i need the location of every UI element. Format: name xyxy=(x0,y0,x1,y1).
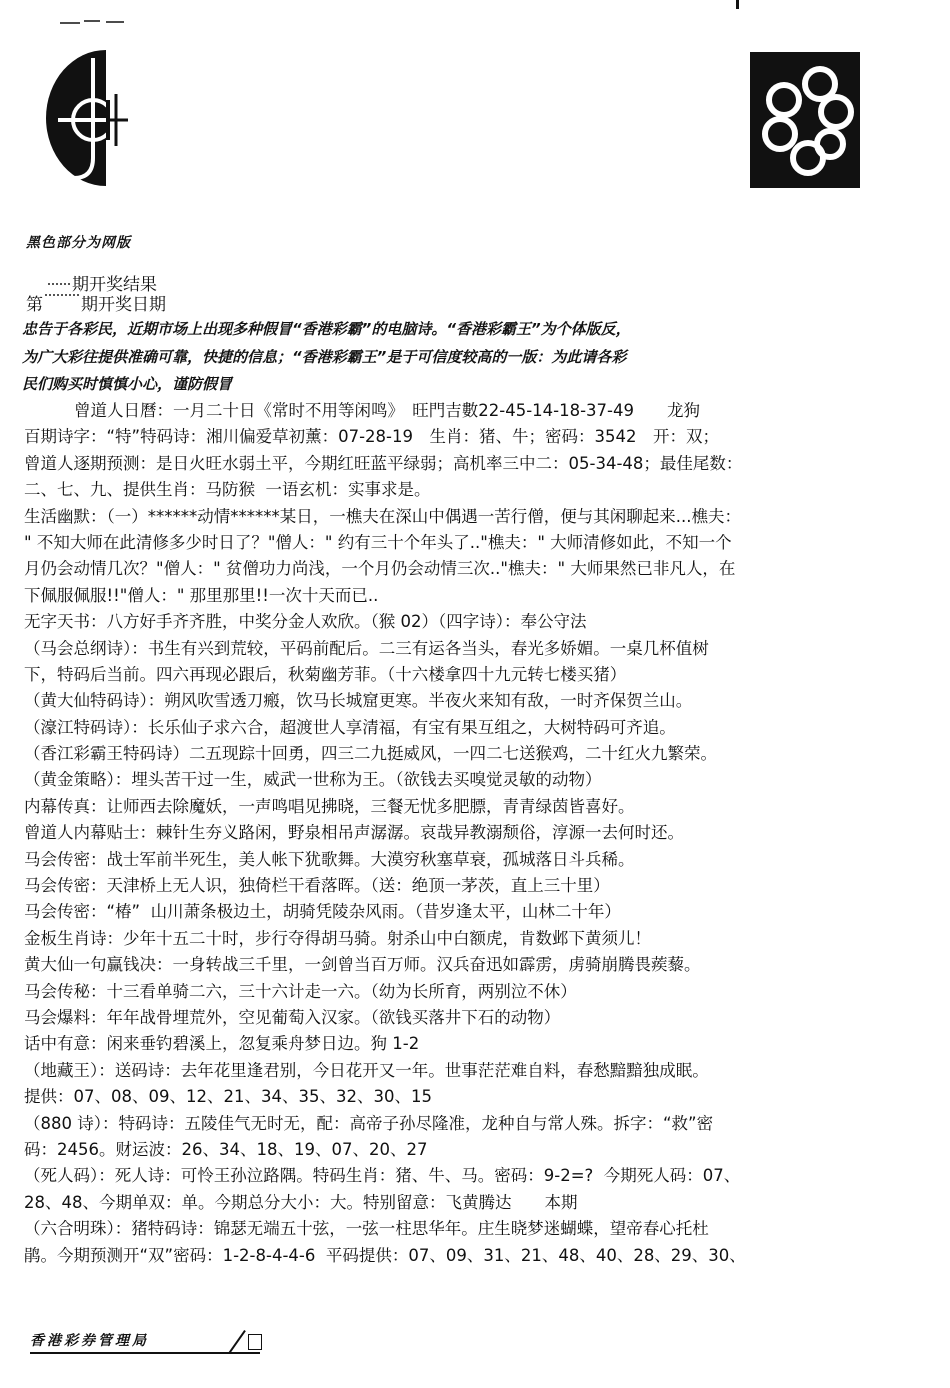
notice-line: 为广大彩往提供准确可靠，快捷的信息；“香港彩霸王”是于可信度较高的一版：为此请各彩 xyxy=(22,347,627,366)
text-line: （880 诗）：特码诗：五陵佳气无时无，配：高帝子孙尽隆准，龙种自与常人殊。拆字：“救”密 xyxy=(24,1113,714,1133)
main-text-body xyxy=(24,398,904,1269)
text-line: 提供：07、08、09、12、21、34、35、32、30、15 xyxy=(24,1087,432,1107)
text-line: （六合明珠）：猪特码诗：锦瑟无端五十弦，一弦一柱思华年。庄生晓梦迷蝴蝶，望帝春心托杜 xyxy=(24,1219,709,1239)
text-line: 话中有意：闲来垂钓碧溪上，忽复乘舟梦日边。狗 1-2 xyxy=(24,1034,420,1054)
draw-date-label: 期开奖日期 xyxy=(81,295,166,315)
text-line: 鹃。今期预测开“双”密码：1-2-8-4-4-6 平码提供：07、09、31、21、48、40、28、29、30、 xyxy=(24,1245,746,1265)
text-line: 马会传秘：十三看单骑二六，三十六计走一六。（幼为长所育，两别泣不休） xyxy=(24,981,577,1001)
text-line: 下佩服佩服!!"僧人：" 那里那里!!一次十天而已.. xyxy=(24,585,379,605)
text-line: 黄大仙一句赢钱决：一身转战三千里，一剑曾当百万师。汉兵奋迅如霹雳，虏骑崩腾畏蒺藜。 xyxy=(24,955,701,975)
notice-line: 民们购买时慎慎小心，谨防假冒 xyxy=(22,375,233,393)
brand-logo-right xyxy=(750,52,860,188)
text-line: 下，特码后当前。四六再现必跟后，秋菊幽芳菲。（十六楼拿四十九元转七楼买猪） xyxy=(24,664,627,684)
text-line: 月仍会动情几次？"僧人：" 贫僧功力尚浅，一个月仍会动情三次.."樵夫：" 大师果然已非凡人，在 xyxy=(24,559,736,579)
text-line: 百期诗字：“特”特码诗：湘川偏爱草初薰：07-28-19 生肖：猪、牛；密码：3542 开：双； xyxy=(24,427,719,447)
text-line: （黄大仙特码诗）：朔风吹雪透刀瘢，饮马长城窟更寒。半夜火来知有敌，一时齐保贺兰山。 xyxy=(24,691,693,711)
text-line: （死人码）：死人诗：可怜王孙泣路隅。特码生肖：猪、牛、马。密码：9-2=? 今期死人码：07、 xyxy=(24,1166,741,1186)
text-line: 内幕传真：让师西去除魔妖，一声鸣唱见拂晓，三餐无忧多肥膘，青青绿茵皆喜好。 xyxy=(24,796,635,816)
warning-notice xyxy=(22,316,902,399)
text-line: 生活幽默：（一）******动情******某日，一樵夫在深山中偶遇一苦行僧，便与其闲聊起来...樵夫： xyxy=(24,506,741,526)
section-note: 黑色部分为网版 xyxy=(26,235,131,251)
text-line: 无字天书：八方好手齐齐胜，中奖分金人欢欣。（猴 02）（四字诗）：奉公守法 xyxy=(24,612,587,632)
page-mark xyxy=(736,0,739,9)
draw-result-label: 期开奖结果 xyxy=(72,275,157,295)
text-line: 曾道人内幕贴士：棘针生夯义路闲，野泉相吊声潺潺。哀哉异教溺颓俗，淳源一去何时还。 xyxy=(24,823,684,843)
text-line: （马会总纲诗）：书生有兴到荒较，平码前配后。二三有运各当头，春光多娇媚。一桌几杯值树 xyxy=(24,638,709,658)
faded-number xyxy=(48,283,70,287)
text-line: 金板生肖诗：少年十五二十时，步行夺得胡马骑。射杀山中白额虎，肯数邺下黄须儿！ xyxy=(24,928,651,948)
footer-page-box xyxy=(248,1334,262,1350)
text-line: 28、48、今期单双：单。今期总分大小：大。特别留意：飞黄腾达 本期 xyxy=(24,1192,578,1212)
text-line: 码：2456。财运波：26、34、18、19、07、20、27 xyxy=(24,1139,428,1159)
text-line: 二、七、九、提供生肖：马防猴 一语玄机：实事求是。 xyxy=(24,480,431,500)
text-line: （濠江特码诗）：长乐仙子求六合，超渡世人享清福，有宝有果互组之，大树特码可齐追。 xyxy=(24,717,676,737)
footer-slash-mark xyxy=(228,1330,246,1354)
text-line: （地藏王）：送码诗：去年花里逢君别，今日花开又一年。世事茫茫难自料，春愁黯黯独成眠。 xyxy=(24,1060,709,1080)
notice-line: 忠告于各彩民，近期市场上出现多种假冒“香港彩霸”的电脑诗。“香港彩霸王”为个体版反， xyxy=(22,320,631,338)
draw-date-title xyxy=(26,290,166,315)
footer-underline xyxy=(30,1352,260,1354)
text-line: 马会传密：战士军前半死生，美人帐下犹歌舞。大漠穷秋塞草衰，孤城落日斗兵稀。 xyxy=(24,849,635,869)
text-line: （香江彩霸王特码诗）二五现踪十回勇，四三二九挺威风，一四二七送猴鸡，二十红火九繁荣。 xyxy=(24,744,717,764)
text-line: 马会传密：天津桥上无人识，独倚栏干看落晖。（送：绝顶一茅茨，直上三十里） xyxy=(24,876,610,896)
text-line: （黄金策略）：埋头苦干过一生，威武一世称为王。（欲钱去买嗅觉灵敏的动物） xyxy=(24,770,602,790)
footer-publisher: 香港彩券管理局 xyxy=(30,1333,149,1349)
brand-logo-left xyxy=(46,48,128,188)
text-line: 马会传密：“椿” 山川萧条极边土，胡骑凭陵杂风雨。（昔岁逢太平，山林二十年） xyxy=(24,902,621,922)
text-line: " 不知大师在此清修多少时日了？"僧人：" 约有三十个年头了.."樵夫：" 大师清修如此，不知一个 xyxy=(24,532,732,552)
text-line: 曾道人逐期预测：是日火旺水弱土平，今期红旺蓝平绿弱；高机率三中二：05-34-48；最佳尾数： xyxy=(24,453,743,473)
text-line: 马会爆料：年年战骨埋荒外，空见葡萄入汉家。（欲钱买落井下石的动物） xyxy=(24,1007,561,1027)
top-scan-mark xyxy=(60,12,124,22)
draw-prefix: 第 xyxy=(26,295,43,315)
faded-number xyxy=(45,294,79,296)
text-line: 曾道人日曆：一月二十日《常时不用等闲鸣》 旺門吉數22-45-14-18-37-49 龙狗 xyxy=(74,401,700,420)
